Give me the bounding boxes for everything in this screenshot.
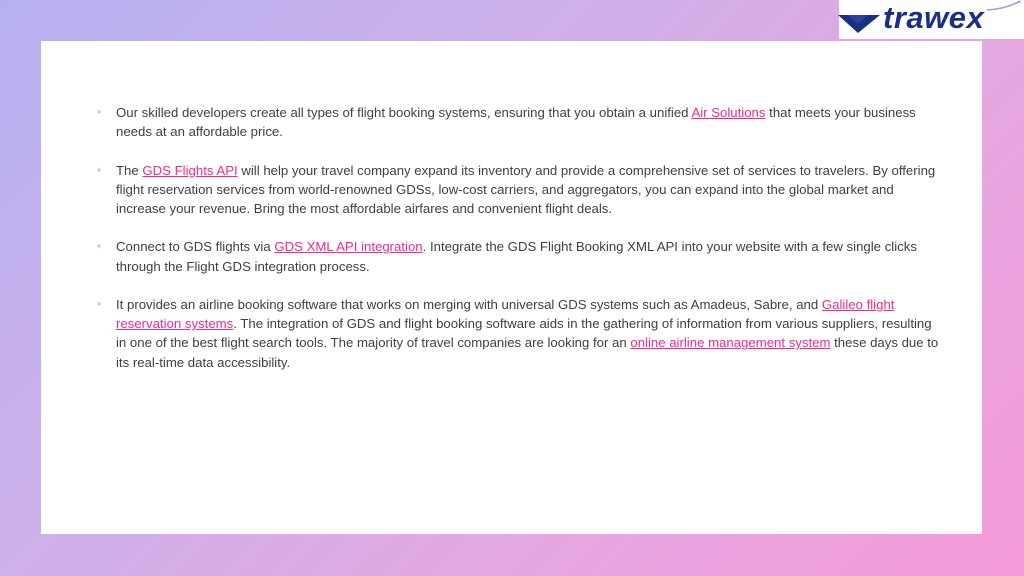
brand-logo-text: trawex bbox=[883, 0, 985, 35]
inline-link[interactable]: GDS Flights API bbox=[142, 162, 238, 178]
paragraph-text: . The integration of GDS and flight booking software aids in the gathering of information from various suppliers, resulting in one of the best flight search tools. The majority of travel companies are looking for an bbox=[116, 316, 932, 351]
paragraph-text: The bbox=[116, 162, 143, 178]
bullet-dot-icon: • bbox=[97, 239, 102, 254]
paragraph-text: Connect to GDS flights via bbox=[116, 239, 275, 255]
bullet-item bbox=[97, 295, 939, 372]
paragraph-text: . Integrate the GDS Flight Booking XML API into your website with a few single clicks through the Flight GDS integration process. bbox=[116, 239, 917, 274]
bullet-dot-icon: • bbox=[97, 162, 102, 177]
bullet-dot-icon: • bbox=[97, 105, 102, 119]
bullet-item bbox=[97, 161, 939, 219]
bullet-list bbox=[97, 103, 939, 391]
paragraph-text: Our skilled developers create all types of flight booking systems, ensuring that you obtain a unified bbox=[116, 105, 692, 120]
paragraph-text: It provides an airline booking software that works on merging with universal GDS systems such as Amadeus, Sabre, and bbox=[116, 296, 822, 312]
content-card bbox=[41, 41, 982, 534]
inline-link[interactable]: Air Solutions bbox=[691, 105, 766, 120]
paragraph-text: that meets your business needs at an affordable price. bbox=[116, 105, 916, 140]
plane-arrow-icon bbox=[838, 11, 880, 33]
inline-link[interactable]: online airline management system bbox=[630, 335, 831, 351]
paragraph-text: these days due to its real-time data accessibility. bbox=[116, 335, 939, 370]
bullet-item bbox=[97, 237, 939, 275]
bullet-item bbox=[97, 103, 939, 141]
logo-swoosh-icon bbox=[986, 0, 1022, 12]
paragraph-text: will help your travel company expand its inventory and provide a comprehensive set of services to travelers. By offering flight reservation services from world-renowned GDSs, low-cost carriers, and aggregators, you can expand into the global market and increase your revenue. Bring the most affordable airfares and convenient flight deals. bbox=[116, 162, 936, 216]
bullet-dot-icon: • bbox=[97, 296, 102, 311]
inline-link[interactable]: GDS XML API integration bbox=[274, 239, 423, 255]
inline-link[interactable]: Galileo flight reservation systems bbox=[116, 296, 895, 332]
